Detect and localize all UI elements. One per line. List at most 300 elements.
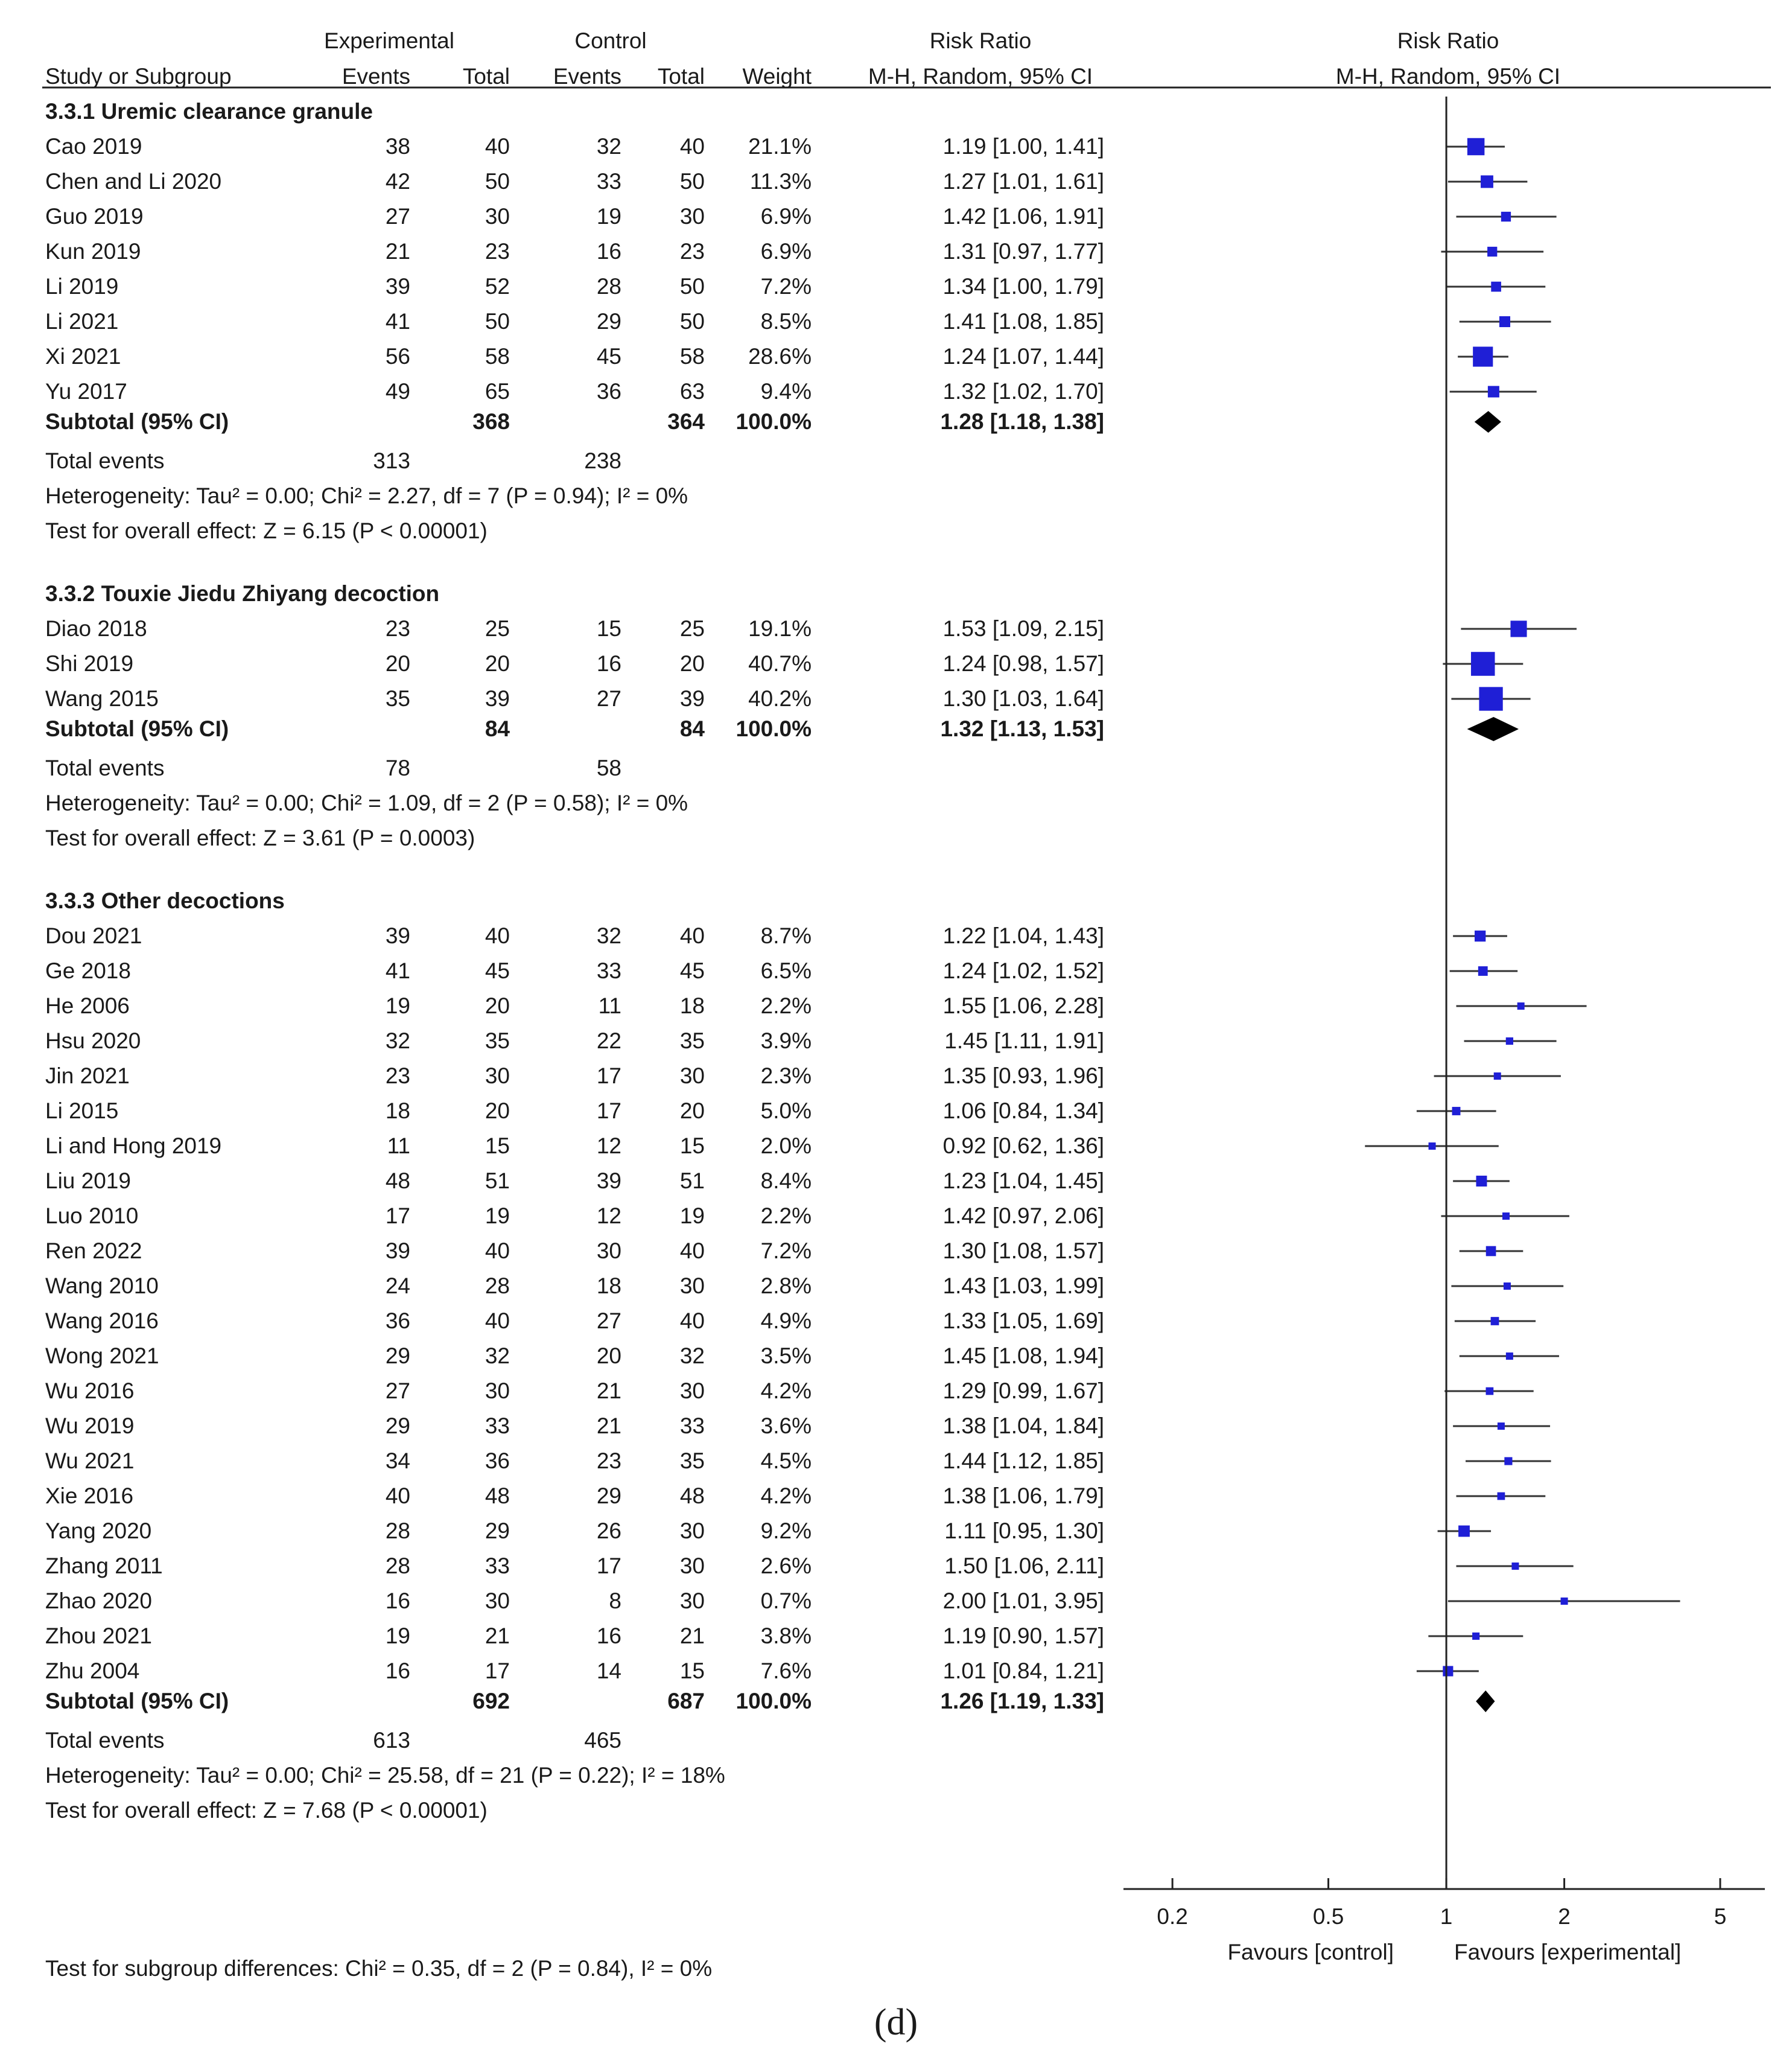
exp-events: 18	[385, 1098, 410, 1123]
heterogeneity-text: Heterogeneity: Tau² = 0.00; Chi² = 25.58, df = 21 (P = 0.22); I² = 18%	[45, 1763, 725, 1788]
exp-events: 28	[385, 1518, 410, 1543]
ctrl-total: 40	[679, 1238, 705, 1263]
exp-events: 39	[385, 923, 410, 948]
study-name: Yang 2020	[45, 1518, 152, 1543]
study-ci: 1.23 [1.04, 1.45]	[942, 1168, 1104, 1193]
study-name: He 2006	[45, 993, 130, 1018]
study-weight: 3.8%	[760, 1623, 812, 1648]
ctrl-events: 39	[596, 1168, 621, 1193]
ctrl-total: 33	[679, 1413, 705, 1438]
exp-total: 25	[485, 616, 510, 641]
study-weight: 3.5%	[760, 1343, 812, 1368]
study-name: Wu 2016	[45, 1378, 135, 1403]
study-name: Wong 2021	[45, 1343, 159, 1368]
ctrl-total: 23	[679, 239, 705, 264]
subtotal-label: Subtotal (95% CI)	[45, 409, 229, 434]
exp-events: 29	[385, 1413, 410, 1438]
study-ci: 1.01 [0.84, 1.21]	[942, 1658, 1104, 1683]
exp-events: 21	[385, 239, 410, 264]
ctrl-events: 33	[596, 169, 621, 194]
effect-square	[1506, 1352, 1513, 1360]
exp-events: 38	[385, 134, 410, 159]
ctrl-total: 30	[679, 1063, 705, 1088]
ctrl-total: 32	[679, 1343, 705, 1368]
x-axis-label-control: Favours [control]	[1227, 1940, 1394, 1964]
subtotal-label: Subtotal (95% CI)	[45, 1689, 229, 1713]
study-weight: 28.6%	[748, 344, 812, 369]
ctrl-total: 25	[679, 616, 705, 641]
subtotal-ctrl-total: 687	[667, 1689, 705, 1713]
x-tick-label: 1	[1440, 1904, 1453, 1929]
study-weight: 19.1%	[748, 616, 812, 641]
exp-total: 65	[485, 379, 510, 404]
ctrl-events: 27	[596, 686, 621, 711]
ctrl-events: 8	[609, 1588, 621, 1613]
exp-total: 23	[485, 239, 510, 264]
total-events-ctrl: 238	[584, 448, 621, 473]
figure-caption: (d)	[874, 2002, 918, 2043]
effect-square	[1504, 1282, 1511, 1290]
study-weight: 6.9%	[760, 239, 812, 264]
study-weight: 6.9%	[760, 204, 812, 229]
overall-effect-text: Test for overall effect: Z = 6.15 (P < 0.00001)	[45, 518, 488, 543]
total-events-label: Total events	[45, 756, 165, 780]
exp-events: 39	[385, 1238, 410, 1263]
exp-total: 40	[485, 923, 510, 948]
exp-total: 15	[485, 1133, 510, 1158]
ctrl-total: 18	[679, 993, 705, 1018]
header-exp-total: Total	[462, 64, 510, 89]
study-ci: 1.29 [0.99, 1.67]	[942, 1378, 1104, 1403]
ctrl-events: 45	[596, 344, 621, 369]
exp-total: 30	[485, 1378, 510, 1403]
study-weight: 2.2%	[760, 993, 812, 1018]
exp-total: 29	[485, 1518, 510, 1543]
study-name: Ren 2022	[45, 1238, 142, 1263]
ctrl-events: 17	[596, 1553, 621, 1578]
subgroup-title: 3.3.1 Uremic clearance granule	[45, 99, 373, 124]
study-ci: 2.00 [1.01, 3.95]	[942, 1588, 1104, 1613]
effect-square	[1506, 1037, 1513, 1045]
effect-square	[1491, 282, 1501, 292]
study-name: Wu 2021	[45, 1448, 135, 1473]
ctrl-total: 30	[679, 204, 705, 229]
study-weight: 7.2%	[760, 1238, 812, 1263]
subtotal-ci: 1.32 [1.13, 1.53]	[940, 716, 1104, 741]
ctrl-total: 15	[679, 1133, 705, 1158]
ctrl-events: 32	[596, 134, 621, 159]
study-ci: 0.92 [0.62, 1.36]	[942, 1133, 1104, 1158]
exp-total: 50	[485, 169, 510, 194]
subtotal-label: Subtotal (95% CI)	[45, 716, 229, 741]
study-weight: 40.7%	[748, 651, 812, 676]
study-weight: 7.6%	[760, 1658, 812, 1683]
ctrl-total: 45	[679, 958, 705, 983]
exp-total: 48	[485, 1483, 510, 1508]
exp-total: 40	[485, 1238, 510, 1263]
subtotal-ci: 1.28 [1.18, 1.38]	[940, 409, 1104, 434]
study-weight: 21.1%	[748, 134, 812, 159]
study-name: Li 2015	[45, 1098, 119, 1123]
effect-square	[1499, 316, 1510, 327]
ctrl-events: 22	[596, 1028, 621, 1053]
study-ci: 1.24 [0.98, 1.57]	[942, 651, 1104, 676]
subtotal-diamond	[1475, 411, 1501, 433]
study-weight: 2.2%	[760, 1203, 812, 1228]
ctrl-total: 19	[679, 1203, 705, 1228]
x-tick-label: 5	[1714, 1904, 1727, 1929]
exp-total: 30	[485, 204, 510, 229]
exp-events: 40	[385, 1483, 410, 1508]
exp-events: 11	[387, 1133, 410, 1158]
subtotal-diamond	[1467, 717, 1519, 741]
study-name: Wang 2015	[45, 686, 159, 711]
exp-events: 23	[385, 1063, 410, 1088]
study-name: Dou 2021	[45, 923, 142, 948]
header-ctrl-total: Total	[657, 64, 705, 89]
study-name: Luo 2010	[45, 1203, 139, 1228]
ctrl-total: 21	[679, 1623, 705, 1648]
subtotal-exp-total: 368	[472, 409, 510, 434]
x-tick-label: 0.2	[1157, 1904, 1188, 1929]
total-events-label: Total events	[45, 1728, 165, 1753]
effect-square	[1517, 1002, 1525, 1010]
header-weight: Weight	[742, 64, 812, 89]
effect-square	[1486, 1246, 1496, 1257]
study-name: Chen and Li 2020	[45, 169, 222, 194]
ctrl-total: 58	[679, 344, 705, 369]
exp-total: 20	[485, 1098, 510, 1123]
study-name: Guo 2019	[45, 204, 144, 229]
study-name: Zhao 2020	[45, 1588, 152, 1613]
ctrl-total: 20	[679, 1098, 705, 1123]
ctrl-events: 21	[596, 1413, 621, 1438]
ctrl-events: 30	[596, 1238, 621, 1263]
header-risk-ratio-right: Risk Ratio	[1397, 28, 1499, 53]
overall-effect-text: Test for overall effect: Z = 3.61 (P = 0.0003)	[45, 826, 475, 850]
exp-events: 42	[385, 169, 410, 194]
study-weight: 8.7%	[760, 923, 812, 948]
header-ctrl-events: Events	[553, 64, 621, 89]
study-weight: 4.9%	[760, 1308, 812, 1333]
ctrl-events: 15	[596, 616, 621, 641]
exp-total: 30	[485, 1588, 510, 1613]
study-ci: 1.42 [1.06, 1.91]	[942, 204, 1104, 229]
exp-events: 41	[385, 309, 410, 334]
ctrl-total: 40	[679, 923, 705, 948]
exp-events: 19	[385, 1623, 410, 1648]
header-study: Study or Subgroup	[45, 64, 232, 89]
study-name: Liu 2019	[45, 1168, 131, 1193]
exp-total: 39	[485, 686, 510, 711]
study-ci: 1.45 [1.08, 1.94]	[942, 1343, 1104, 1368]
study-weight: 9.4%	[760, 379, 812, 404]
ctrl-total: 30	[679, 1588, 705, 1613]
ctrl-total: 30	[679, 1553, 705, 1578]
subgroup-title: 3.3.3 Other decoctions	[45, 888, 285, 913]
exp-events: 17	[385, 1203, 410, 1228]
header-experimental: Experimental	[324, 28, 454, 53]
total-events-label: Total events	[45, 448, 165, 473]
study-name: Zhu 2004	[45, 1658, 140, 1683]
exp-total: 50	[485, 309, 510, 334]
study-weight: 3.9%	[760, 1028, 812, 1053]
ctrl-total: 50	[679, 309, 705, 334]
study-ci: 1.30 [1.03, 1.64]	[942, 686, 1104, 711]
header-method-right: M-H, Random, 95% CI	[1335, 64, 1561, 89]
study-name: Zhou 2021	[45, 1623, 152, 1648]
header-risk-ratio-left: Risk Ratio	[929, 28, 1032, 53]
ctrl-events: 14	[596, 1658, 621, 1683]
study-ci: 1.24 [1.07, 1.44]	[942, 344, 1104, 369]
effect-square	[1501, 212, 1511, 221]
ctrl-events: 17	[596, 1063, 621, 1088]
ctrl-events: 27	[596, 1308, 621, 1333]
ctrl-events: 17	[596, 1098, 621, 1123]
study-ci: 1.38 [1.06, 1.79]	[942, 1483, 1104, 1508]
exp-events: 27	[385, 204, 410, 229]
study-weight: 8.5%	[760, 309, 812, 334]
study-ci: 1.19 [1.00, 1.41]	[942, 134, 1104, 159]
subtotal-ctrl-total: 84	[679, 716, 705, 741]
study-weight: 40.2%	[748, 686, 812, 711]
study-weight: 7.2%	[760, 274, 812, 299]
ctrl-total: 51	[679, 1168, 705, 1193]
effect-square	[1561, 1598, 1568, 1605]
study-weight: 2.0%	[760, 1133, 812, 1158]
ctrl-total: 50	[679, 169, 705, 194]
ctrl-total: 35	[679, 1028, 705, 1053]
ctrl-events: 29	[596, 1483, 621, 1508]
study-weight: 6.5%	[760, 958, 812, 983]
exp-events: 36	[385, 1308, 410, 1333]
ctrl-total: 30	[679, 1273, 705, 1298]
total-events-exp: 78	[385, 756, 410, 780]
ctrl-total: 40	[679, 1308, 705, 1333]
effect-square	[1472, 1633, 1479, 1640]
study-name: Wu 2019	[45, 1413, 135, 1438]
total-events-ctrl: 58	[596, 756, 621, 780]
subtotal-weight: 100.0%	[736, 1689, 812, 1713]
ctrl-events: 16	[596, 651, 621, 676]
ctrl-total: 50	[679, 274, 705, 299]
ctrl-events: 16	[596, 1623, 621, 1648]
ctrl-events: 29	[596, 309, 621, 334]
study-ci: 1.34 [1.00, 1.79]	[942, 274, 1104, 299]
study-name: Wang 2016	[45, 1308, 159, 1333]
effect-square	[1471, 652, 1495, 676]
exp-events: 48	[385, 1168, 410, 1193]
header-exp-events: Events	[342, 64, 410, 89]
exp-events: 19	[385, 993, 410, 1018]
exp-total: 45	[485, 958, 510, 983]
study-name: Xi 2021	[45, 344, 121, 369]
study-weight: 8.4%	[760, 1168, 812, 1193]
study-name: Yu 2017	[45, 379, 127, 404]
study-ci: 1.55 [1.06, 2.28]	[942, 993, 1104, 1018]
exp-events: 23	[385, 616, 410, 641]
effect-square	[1443, 1666, 1453, 1676]
exp-events: 41	[385, 958, 410, 983]
study-name: Ge 2018	[45, 958, 131, 983]
exp-events: 49	[385, 379, 410, 404]
study-ci: 1.42 [0.97, 2.06]	[942, 1203, 1104, 1228]
subtotal-diamond	[1476, 1690, 1495, 1712]
effect-square	[1488, 386, 1499, 397]
subtotal-ctrl-total: 364	[667, 409, 705, 434]
study-ci: 1.45 [1.11, 1.91]	[944, 1028, 1104, 1053]
x-axis-label-experimental: Favours [experimental]	[1454, 1940, 1682, 1964]
effect-square	[1429, 1142, 1436, 1150]
study-name: Li 2021	[45, 309, 119, 334]
exp-events: 29	[385, 1343, 410, 1368]
study-ci: 1.35 [0.93, 1.96]	[942, 1063, 1104, 1088]
effect-square	[1510, 620, 1527, 637]
ctrl-total: 40	[679, 134, 705, 159]
study-name: Li 2019	[45, 274, 119, 299]
exp-events: 32	[385, 1028, 410, 1053]
effect-square	[1511, 1563, 1519, 1570]
exp-total: 52	[485, 274, 510, 299]
exp-total: 21	[485, 1623, 510, 1648]
effect-square	[1476, 1176, 1487, 1187]
exp-total: 33	[485, 1413, 510, 1438]
exp-events: 27	[385, 1378, 410, 1403]
study-weight: 2.8%	[760, 1273, 812, 1298]
study-ci: 1.43 [1.03, 1.99]	[942, 1273, 1104, 1298]
study-ci: 1.38 [1.04, 1.84]	[942, 1413, 1104, 1438]
study-ci: 1.11 [0.95, 1.30]	[944, 1518, 1104, 1543]
effect-square	[1467, 138, 1484, 155]
study-ci: 1.53 [1.09, 2.15]	[942, 616, 1104, 641]
effect-square	[1491, 1317, 1499, 1325]
exp-total: 33	[485, 1553, 510, 1578]
effect-square	[1481, 176, 1493, 188]
ctrl-events: 18	[596, 1273, 621, 1298]
study-ci: 1.41 [1.08, 1.85]	[942, 309, 1104, 334]
overall-effect-text: Test for overall effect: Z = 7.68 (P < 0.00001)	[45, 1798, 488, 1823]
exp-total: 40	[485, 1308, 510, 1333]
study-ci: 1.50 [1.06, 2.11]	[944, 1553, 1104, 1578]
exp-total: 51	[485, 1168, 510, 1193]
ctrl-total: 20	[679, 651, 705, 676]
effect-square	[1486, 1387, 1494, 1395]
subtotal-exp-total: 84	[485, 716, 510, 741]
study-ci: 1.44 [1.12, 1.85]	[942, 1448, 1104, 1473]
study-ci: 1.27 [1.01, 1.61]	[942, 169, 1104, 194]
study-name: Cao 2019	[45, 134, 142, 159]
study-weight: 2.6%	[760, 1553, 812, 1578]
ctrl-total: 30	[679, 1518, 705, 1543]
exp-events: 28	[385, 1553, 410, 1578]
effect-square	[1494, 1072, 1501, 1080]
study-name: Xie 2016	[45, 1483, 134, 1508]
ctrl-events: 26	[596, 1518, 621, 1543]
exp-total: 19	[485, 1203, 510, 1228]
exp-events: 20	[385, 651, 410, 676]
study-ci: 1.24 [1.02, 1.52]	[942, 958, 1104, 983]
total-events-ctrl: 465	[584, 1728, 621, 1753]
study-ci: 1.32 [1.02, 1.70]	[942, 379, 1104, 404]
exp-events: 16	[385, 1588, 410, 1613]
effect-square	[1504, 1457, 1512, 1465]
ctrl-events: 12	[596, 1203, 621, 1228]
study-weight: 4.5%	[760, 1448, 812, 1473]
total-events-exp: 313	[373, 448, 410, 473]
effect-square	[1478, 966, 1488, 976]
study-name: Zhang 2011	[45, 1553, 163, 1578]
study-name: Wang 2010	[45, 1273, 159, 1298]
ctrl-events: 21	[596, 1378, 621, 1403]
heterogeneity-text: Heterogeneity: Tau² = 0.00; Chi² = 1.09, df = 2 (P = 0.58); I² = 0%	[45, 791, 688, 815]
total-events-exp: 613	[373, 1728, 410, 1753]
exp-total: 20	[485, 993, 510, 1018]
study-weight: 3.6%	[760, 1413, 812, 1438]
study-ci: 1.22 [1.04, 1.43]	[942, 923, 1104, 948]
study-ci: 1.19 [0.90, 1.57]	[942, 1623, 1104, 1648]
exp-total: 17	[485, 1658, 510, 1683]
ctrl-total: 39	[679, 686, 705, 711]
header-control: Control	[574, 28, 647, 53]
ctrl-events: 33	[596, 958, 621, 983]
study-ci: 1.06 [0.84, 1.34]	[942, 1098, 1104, 1123]
study-weight: 4.2%	[760, 1378, 812, 1403]
exp-total: 28	[485, 1273, 510, 1298]
effect-square	[1473, 346, 1493, 366]
exp-total: 58	[485, 344, 510, 369]
study-weight: 2.3%	[760, 1063, 812, 1088]
effect-square	[1498, 1422, 1505, 1430]
ctrl-total: 15	[679, 1658, 705, 1683]
ctrl-events: 11	[598, 993, 621, 1018]
study-weight: 11.3%	[749, 169, 812, 194]
effect-square	[1498, 1493, 1505, 1500]
effect-square	[1502, 1212, 1510, 1220]
x-tick-label: 0.5	[1312, 1904, 1344, 1929]
exp-total: 30	[485, 1063, 510, 1088]
study-name: Kun 2019	[45, 239, 141, 264]
exp-total: 35	[485, 1028, 510, 1053]
study-ci: 1.33 [1.05, 1.69]	[942, 1308, 1104, 1333]
ctrl-total: 48	[679, 1483, 705, 1508]
effect-square	[1458, 1526, 1470, 1537]
heterogeneity-text: Heterogeneity: Tau² = 0.00; Chi² = 2.27, df = 7 (P = 0.94); I² = 0%	[45, 483, 688, 508]
ctrl-events: 12	[596, 1133, 621, 1158]
x-tick-label: 2	[1558, 1904, 1571, 1929]
ctrl-events: 28	[596, 274, 621, 299]
study-weight: 0.7%	[760, 1588, 812, 1613]
exp-total: 32	[485, 1343, 510, 1368]
exp-events: 34	[385, 1448, 410, 1473]
subtotal-weight: 100.0%	[736, 716, 812, 741]
ctrl-events: 19	[596, 204, 621, 229]
study-ci: 1.31 [0.97, 1.77]	[942, 239, 1104, 264]
ctrl-events: 23	[596, 1448, 621, 1473]
study-weight: 9.2%	[760, 1518, 812, 1543]
ctrl-total: 35	[679, 1448, 705, 1473]
effect-square	[1452, 1107, 1461, 1115]
study-name: Shi 2019	[45, 651, 134, 676]
effect-square	[1487, 247, 1497, 256]
effect-square	[1479, 687, 1502, 710]
exp-total: 36	[485, 1448, 510, 1473]
exp-events: 39	[385, 274, 410, 299]
exp-events: 24	[385, 1273, 410, 1298]
study-weight: 4.2%	[760, 1483, 812, 1508]
effect-square	[1475, 931, 1485, 941]
ctrl-events: 20	[596, 1343, 621, 1368]
subgroup-title: 3.3.2 Touxie Jiedu Zhiyang decoction	[45, 581, 440, 606]
